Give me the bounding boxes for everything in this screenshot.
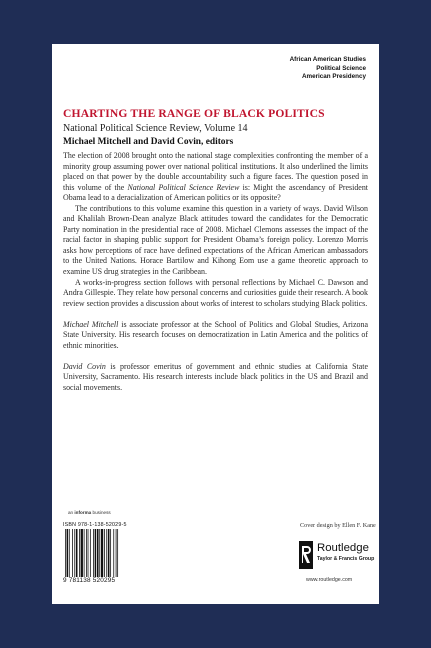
editors-line: Michael Mitchell and David Covin, editors [63,137,234,147]
barcode-bar [79,529,80,577]
barcode-bar [113,529,114,577]
barcode-bar [99,529,100,577]
publisher-group: Taylor & Francis Group [317,556,375,562]
barcode [63,514,139,586]
barcode-bar [101,529,103,577]
isbn-text: ISBN 978-1-138-52029-5 [63,522,127,528]
subject-categories [290,56,366,82]
barcode-bar [72,529,73,577]
blurb-paragraph: The contributions to this volume examine this question in a variety of ways. David Wilson and Khalilah Brown-Dean analyze Black attitudes toward the candidates for the Democratic Party nomination in the presidential race of 2008. Michael Clemons assesses the impact of the racial factor in shaping public support for President Obama’s foreign policy. Lorenzo Morris asks how perceptions of race have defined expectations of the African American ambassadors to the United Nations. Horace Bartilow and Kihong Eom use a game theoretic approach to examine US drug strategies in the Caribbean. [63,203,368,277]
blurb-text: is: Might the ascendancy of President Obama lead to a deracialization of American politics or its opposite? [63,182,368,203]
bio-text: is professor emeritus of government and ethnic studies at California State University, Sacramento. His research interests include black politics in the US and Brazil and social movements. [63,361,369,392]
journal-name: National Political Science Review [127,182,240,192]
routledge-logo-icon [299,541,313,569]
barcode-bar [108,529,110,577]
bio-text: is associate professor at the School of Politics and Global Studies, Arizona State University. His research focuses on democratization in Latin America and the politics of ethnic minorities. [63,319,368,350]
informa-brand: informa [74,510,92,515]
book-title: CHARTING THE RANGE OF BLACK POLITICS [63,107,325,120]
barcode-bar [106,529,107,577]
cover-design-credit: Cover design by Ellen F. Kane [300,522,376,529]
subject-category: American Presidency [301,73,366,81]
publisher-website: www.routledge.com [306,577,353,583]
barcode-bar [90,529,91,577]
barcode-bar [95,529,97,577]
barcode-bar [117,529,118,577]
barcode-digits: 9 781138 520295 [63,577,116,584]
blurb-text: The election of 2008 brought onto the national stage complexities confronting the member of a minority group assuming power over national political institutions. It also underlined the limits placed on that power by the double accountability such a figure faces. The question posed in this volume of the [63,151,368,192]
barcode-bar [76,529,78,577]
series-subtitle: National Political Science Review, Volume 14 [63,123,248,134]
subject-category: Political Science [316,64,366,72]
back-cover-panel [52,44,379,604]
barcode-bar [97,529,99,577]
barcode-bar [93,529,94,577]
blurb-paragraph: A works-in-progress section follows with personal reflections by Michael C. Dawson and Andra Gillespie. They relate how personal concerns and curiosities guide their research. A book review section provides a discussion about works of interest to scholars studying Black politics. [63,277,368,308]
barcode-bar [81,529,83,577]
blurb [63,151,368,393]
barcode-bar [116,529,117,577]
barcode-bars [63,529,139,577]
author-name: Michael Mitchell [63,319,119,329]
barcode-bar [104,529,105,577]
author-name: David Covin [63,361,106,371]
barcode-bar [110,529,111,577]
subject-category: African American Studies [289,56,366,63]
author-bio [63,362,368,394]
blurb-paragraph [63,151,368,204]
barcode-bar [69,529,70,577]
author-bio [63,320,368,352]
publisher-logo [299,541,379,577]
barcode-bar [65,529,66,577]
barcode-bar [67,529,69,577]
barcode-bar [88,529,89,577]
informa-prefix: an [68,510,75,515]
barcode-bar [84,529,85,577]
barcode-bar [86,529,87,577]
publisher-name: Routledge [317,542,369,554]
barcode-bar [74,529,75,577]
informa-suffix: business [91,510,111,515]
